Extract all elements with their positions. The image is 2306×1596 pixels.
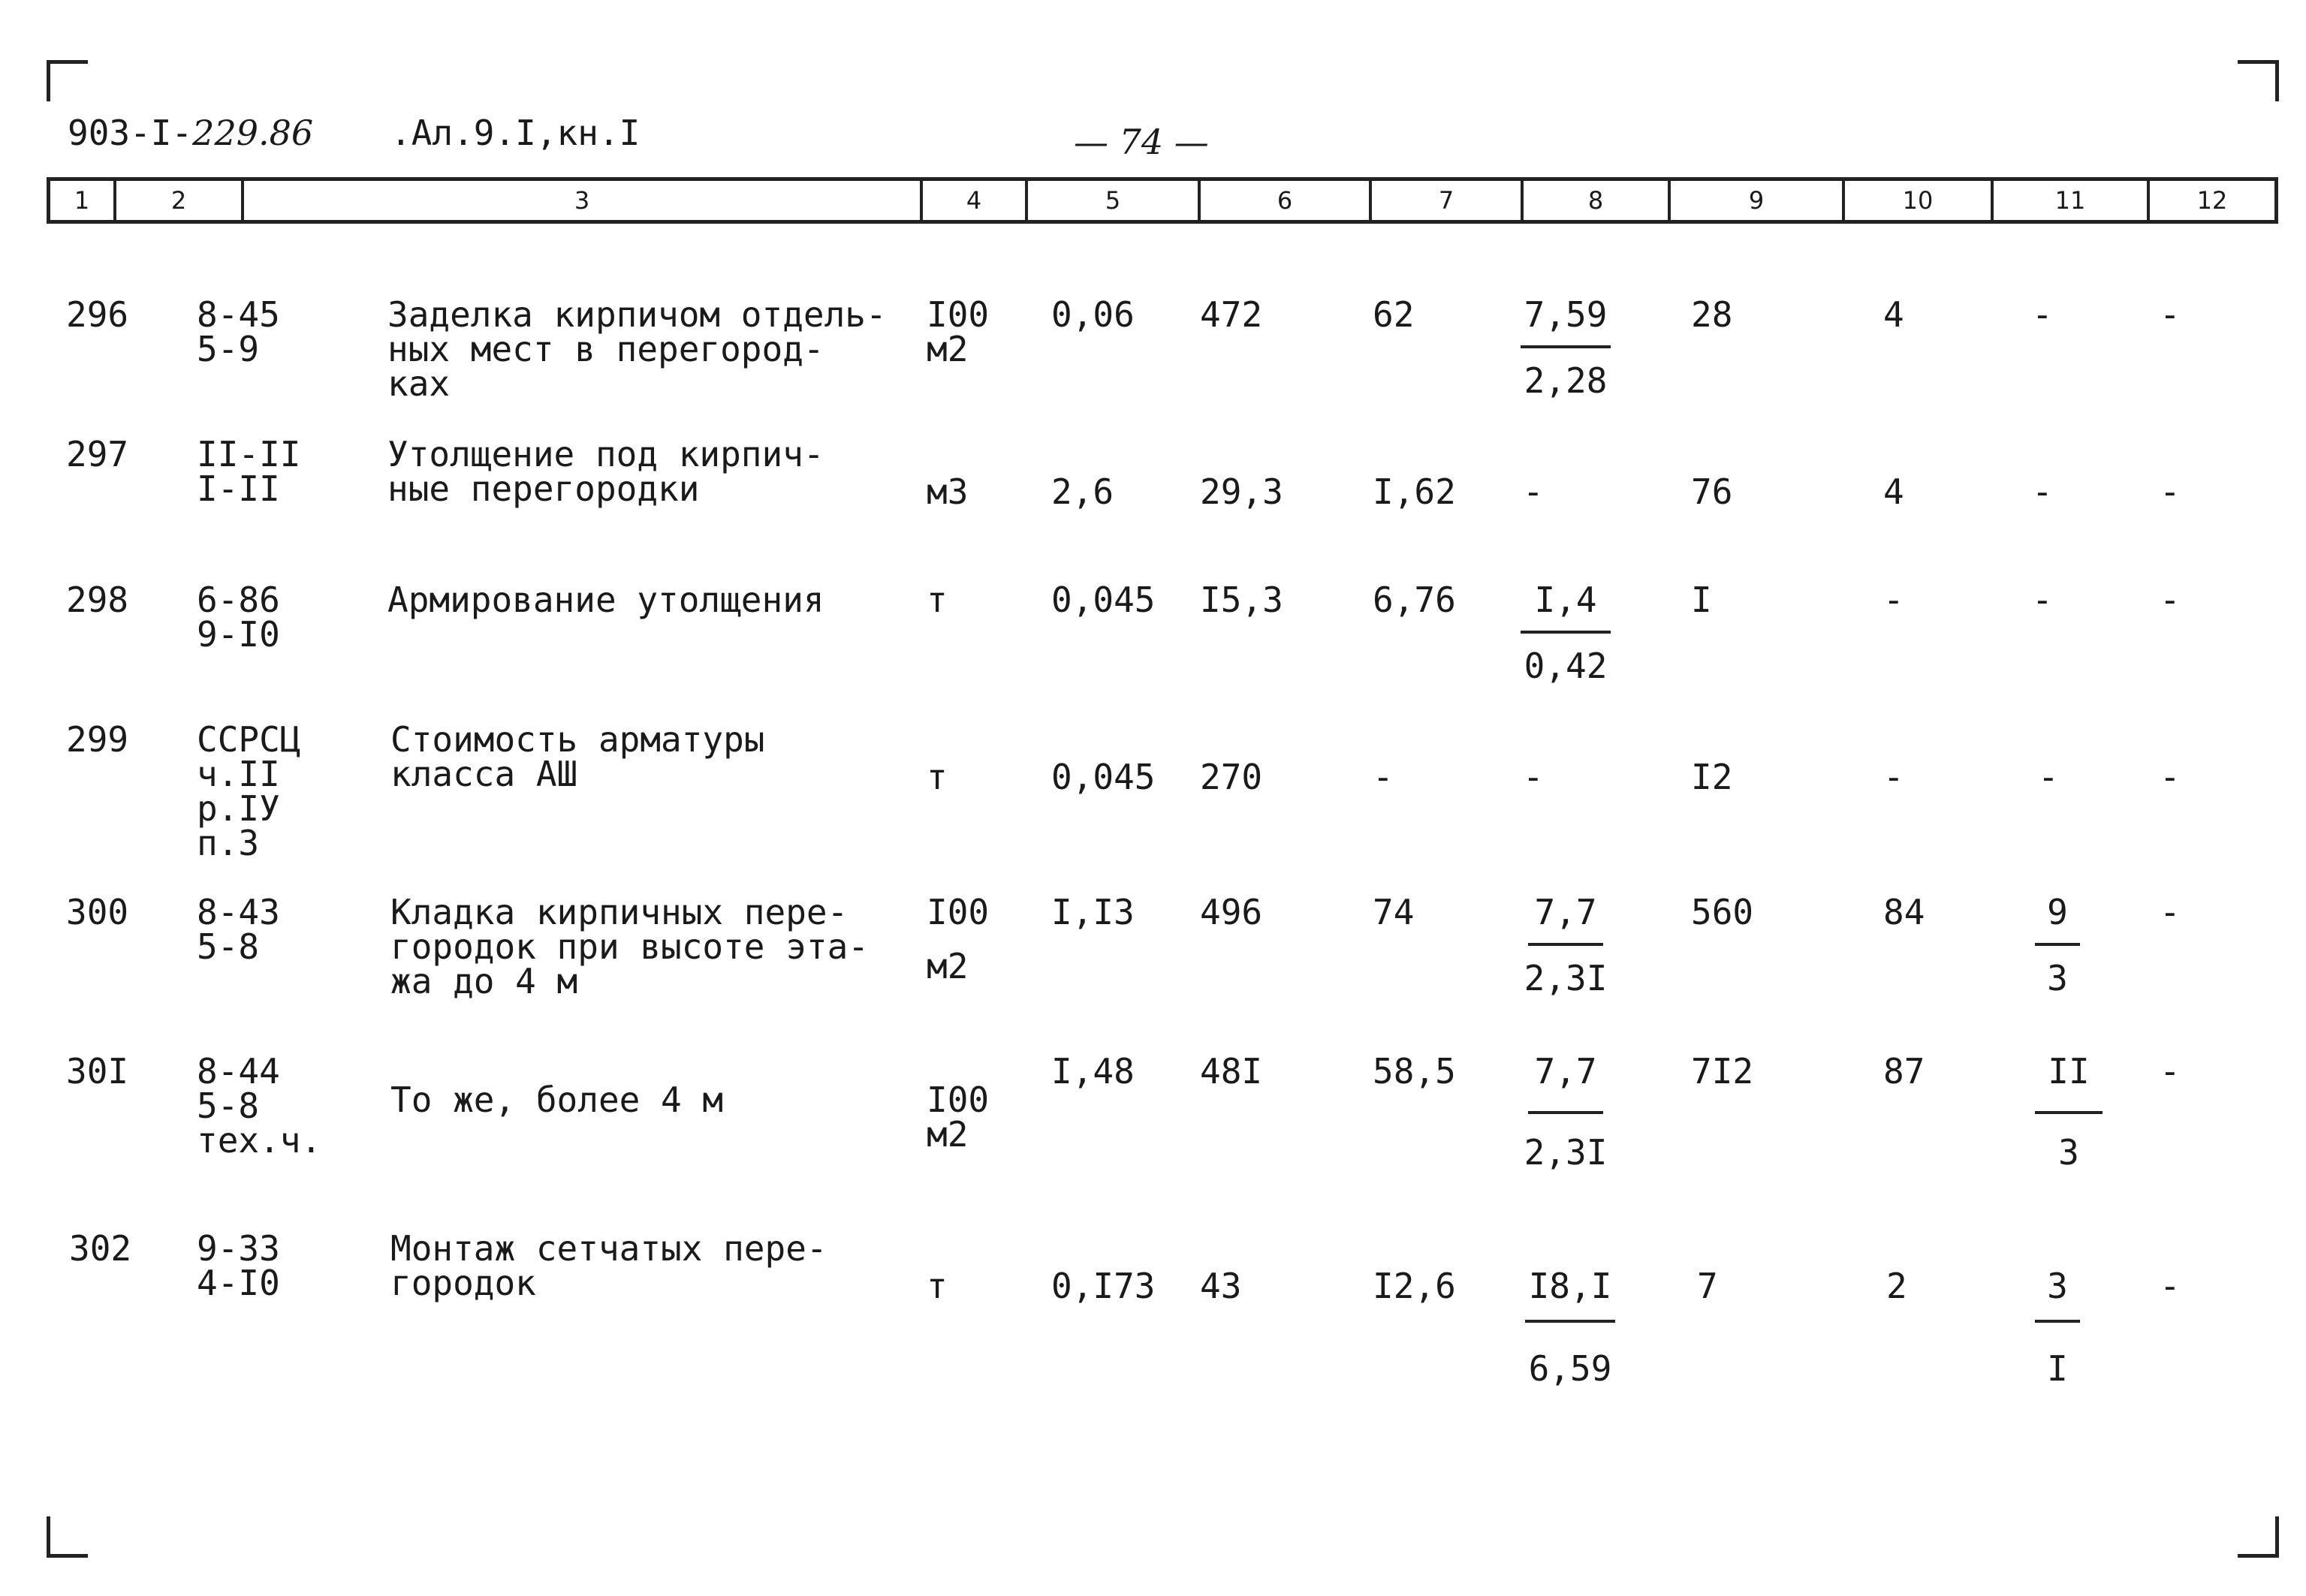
fraction-bar (2035, 1111, 2103, 1114)
fraction-denominator: 0,42 (1524, 646, 1608, 686)
fraction-bar (1528, 943, 1603, 946)
column-11-fraction (2027, 1266, 2087, 1389)
quantity: I,I3 (1051, 892, 1135, 932)
fraction-denominator: 2,28 (1524, 360, 1608, 401)
column-10-value: 4 (1883, 471, 1904, 512)
column-11-value: - (2032, 294, 2053, 335)
document-code-prefix: 903-I- (68, 113, 193, 153)
document-code-handwritten: 229.86 (192, 113, 314, 153)
unit-line: т (927, 580, 948, 620)
fraction-bar (1521, 631, 1611, 634)
fraction-numerator: II (2048, 1051, 2090, 1092)
unit-line: м2 (927, 946, 969, 986)
description-line: Кладка кирпичных пере- (390, 892, 849, 932)
unit-line: I00 (927, 294, 990, 335)
column-10-value: - (1883, 757, 1904, 797)
description-line: Заделка кирпичом отдель- (387, 294, 887, 335)
fraction-bar (2035, 1320, 2080, 1323)
column-9-value: I (1691, 580, 1712, 620)
norm-code-line: тех.ч. (197, 1120, 322, 1161)
description-line: Монтаж сетчатых пере- (390, 1228, 827, 1269)
column-header-7: 7 (1369, 181, 1521, 220)
row-number: 297 (66, 434, 129, 474)
column-6-value: 270 (1200, 757, 1263, 797)
fraction-denominator: 6,59 (1528, 1348, 1612, 1389)
norm-code-line: 5-8 (197, 1086, 260, 1126)
column-header-12: 12 (2147, 181, 2274, 220)
fraction-bar (1525, 1320, 1615, 1323)
column-10-value: 2 (1886, 1266, 1907, 1306)
description-line: городок (390, 1263, 536, 1303)
column-9-value: I2 (1691, 757, 1733, 797)
corner-mark-bottom-left (47, 1516, 88, 1558)
page-number: — 74 — (1074, 122, 1209, 162)
norm-code-line: 6-86 (197, 580, 280, 620)
fraction-numerator: 7,59 (1524, 294, 1608, 335)
column-header-11: 11 (1991, 181, 2147, 220)
quantity: 0,045 (1051, 757, 1156, 797)
fraction-denominator: 3 (2058, 1132, 2079, 1173)
column-6-value: 496 (1200, 892, 1263, 932)
unit-line: м2 (927, 1114, 969, 1155)
norm-code-line: 9-33 (197, 1228, 280, 1269)
row-number: 296 (66, 294, 129, 335)
fraction-numerator: I,4 (1534, 580, 1597, 620)
fraction-denominator: I (2047, 1348, 2068, 1389)
column-9-value: 28 (1691, 294, 1733, 335)
description-line: ных мест в перегород- (387, 329, 824, 369)
fraction-numerator: 7,7 (1534, 892, 1597, 932)
norm-code-line: 8-45 (197, 294, 280, 335)
fraction-bar (1528, 1111, 1603, 1114)
column-12-value: - (2160, 1051, 2181, 1092)
norm-code-line: 8-43 (197, 892, 280, 932)
row-number: 30I (66, 1051, 129, 1092)
description-line: ные перегородки (387, 468, 700, 509)
norm-code-line: 9-I0 (197, 614, 280, 655)
fraction-denominator: 3 (2047, 958, 2068, 998)
column-7-value: 74 (1373, 892, 1415, 932)
corner-mark-bottom-right (2238, 1516, 2279, 1558)
column-header-row (47, 177, 2278, 224)
fraction-numerator: I8,I (1528, 1266, 1612, 1306)
column-8-fraction (1521, 1266, 1619, 1389)
column-11-value: - (2032, 580, 2053, 620)
fraction-numerator: 9 (2047, 892, 2068, 932)
unit-line: т (927, 757, 948, 797)
document-code (68, 113, 313, 153)
quantity: 0,I73 (1051, 1266, 1156, 1306)
column-12-value: - (2160, 1266, 2181, 1306)
quantity: 0,045 (1051, 580, 1156, 620)
column-header-1: 1 (74, 186, 90, 215)
column-6-value: 29,3 (1200, 471, 1283, 512)
column-8-value: - (1523, 757, 1544, 797)
norm-code-line: 4-I0 (197, 1263, 280, 1303)
column-12-value: - (2160, 757, 2181, 797)
corner-mark-top-left (47, 60, 88, 101)
column-9-value: 76 (1691, 471, 1733, 512)
column-7-value: - (1373, 757, 1394, 797)
norm-code-line: п.3 (197, 823, 260, 863)
column-header-2: 2 (113, 181, 241, 220)
row-number: 299 (66, 719, 129, 760)
unit-line: м3 (927, 471, 969, 512)
norm-code-line: ч.II (197, 754, 280, 794)
column-6-value: 43 (1200, 1266, 1242, 1306)
column-9-value: 560 (1691, 892, 1754, 932)
column-8-fraction (1517, 294, 1614, 401)
fraction-denominator: 2,3I (1524, 958, 1608, 998)
description-line: Стоимость арматуры (390, 719, 765, 760)
description-line: ках (387, 363, 451, 404)
row-number: 302 (69, 1228, 132, 1269)
column-header-4: 4 (920, 181, 1025, 220)
column-12-value: - (2160, 471, 2181, 512)
column-11-fraction (2027, 1051, 2110, 1173)
description-line: класса АШ (390, 754, 578, 794)
fraction-numerator: 7,7 (1534, 1051, 1597, 1092)
description-line: городок при высоте эта- (390, 926, 869, 967)
column-6-value: 48I (1200, 1051, 1263, 1092)
column-10-value: - (1883, 580, 1904, 620)
fraction-bar (2035, 943, 2080, 946)
description-line: Армирование утолщения (387, 580, 824, 620)
norm-code-line: II-II (197, 434, 301, 474)
column-header-5: 5 (1025, 181, 1198, 220)
norm-code-line: ССРСЦ (197, 719, 301, 760)
column-11-value: - (2038, 757, 2059, 797)
column-7-value: 62 (1373, 294, 1415, 335)
unit-line: т (927, 1266, 948, 1306)
unit-line: I00 (927, 892, 990, 932)
norm-code-line: I-II (197, 468, 280, 509)
column-9-value: 7 (1697, 1266, 1718, 1306)
column-header-3: 3 (241, 181, 920, 220)
column-header-9: 9 (1668, 181, 1842, 220)
description-line: То же, более 4 м (390, 1080, 724, 1120)
fraction-numerator: 3 (2047, 1266, 2068, 1306)
column-8-fraction (1517, 1051, 1614, 1173)
column-11-value: - (2032, 471, 2053, 512)
unit-line: I00 (927, 1080, 990, 1120)
column-7-value: I,62 (1373, 471, 1456, 512)
column-header-8: 8 (1521, 181, 1668, 220)
fraction-denominator: 2,3I (1524, 1132, 1608, 1173)
column-12-value: - (2160, 892, 2181, 932)
row-number: 298 (66, 580, 129, 620)
quantity: 2,6 (1051, 471, 1114, 512)
norm-code-line: 5-9 (197, 329, 260, 369)
column-12-value: - (2160, 294, 2181, 335)
description-line: жа до 4 м (390, 961, 578, 1001)
quantity: 0,06 (1051, 294, 1135, 335)
column-10-value: 84 (1883, 892, 1925, 932)
column-7-value: I2,6 (1373, 1266, 1456, 1306)
column-8-fraction (1517, 892, 1614, 998)
column-header-6: 6 (1198, 181, 1369, 220)
column-header-10: 10 (1842, 181, 1991, 220)
column-6-value: 472 (1200, 294, 1263, 335)
column-8-fraction (1517, 580, 1614, 686)
column-9-value: 7I2 (1691, 1051, 1754, 1092)
column-10-value: 87 (1883, 1051, 1925, 1092)
column-11-fraction (2027, 892, 2087, 998)
quantity: I,48 (1051, 1051, 1135, 1092)
column-12-value: - (2160, 580, 2181, 620)
unit-line: м2 (927, 329, 969, 369)
fraction-bar (1521, 345, 1611, 348)
norm-code-line: р.IУ (197, 788, 280, 829)
corner-mark-top-right (2238, 60, 2279, 101)
column-8-value: - (1523, 471, 1544, 512)
row-number: 300 (66, 892, 129, 932)
norm-code-line: 5-8 (197, 926, 260, 967)
column-7-value: 58,5 (1373, 1051, 1456, 1092)
column-7-value: 6,76 (1373, 580, 1456, 620)
column-10-value: 4 (1883, 294, 1904, 335)
norm-code-line: 8-44 (197, 1051, 280, 1092)
description-line: Утолщение под кирпич- (387, 434, 824, 474)
column-6-value: I5,3 (1200, 580, 1283, 620)
book-reference: .Ал.9.I,кн.I (390, 113, 641, 153)
